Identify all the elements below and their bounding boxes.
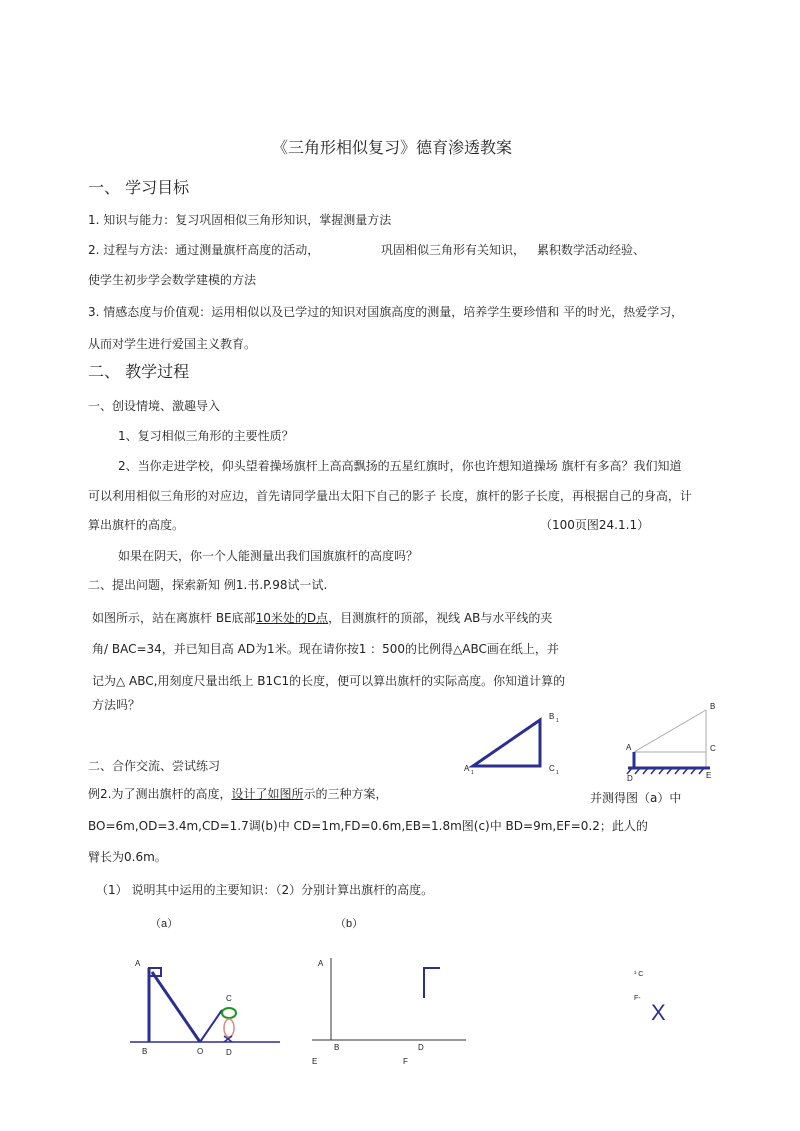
figure-triangle-a1b1c1 xyxy=(464,712,559,776)
goal-2b: 巩固相似三角形有关知识， xyxy=(381,243,526,257)
example1-line1-post: ，目测旗杆的顶部，视线 AB与水平线的夹 xyxy=(328,611,553,625)
example2-question: （1） 说明其中运用的主要知识：（2）分别计算出旗杆的高度。 xyxy=(96,883,434,897)
goal-2d: 使学生初步学会数学建模的方法 xyxy=(88,273,257,287)
example1-line3: 记为△ ABC,用刻度尺量出纸上 B1C1的长度，便可以算出旗杆的实际高度。你知道计算的 xyxy=(92,674,566,688)
figure-c-label-c: ¹ C xyxy=(634,971,644,978)
label-a1-sub: 1 xyxy=(471,770,474,776)
question-3: 如果在阴天，你一个人能测量出我们国旗旗杆的高度吗？ xyxy=(118,549,419,563)
figure-b-label-d: D xyxy=(418,1043,424,1052)
figure-b-label-b: B xyxy=(334,1043,340,1052)
example2-line3: 臂长为0.6m。 xyxy=(88,850,167,864)
example1-line2: 角/ BAC=34，并已知目高 AD为1米。现在请你按1 ：500的比例得△ABC画在纸上，并 xyxy=(92,642,559,656)
figure-a xyxy=(130,917,280,1057)
figure-a-label-d: D xyxy=(226,1048,232,1057)
label-c: C xyxy=(710,744,716,753)
goal-2c: 累积数学活动经验、 xyxy=(537,243,646,257)
figure-a-label-a: A xyxy=(135,959,141,968)
figure-a-label-b: B xyxy=(142,1047,148,1056)
example2-line1-right: 并测得图（a）中 xyxy=(590,791,682,805)
goal-3b: 从而对学生进行爱国主义教育。 xyxy=(88,337,257,351)
figure-b-ruler xyxy=(424,968,440,998)
question-1: 1、复习相似三角形的主要性质？ xyxy=(118,429,294,443)
figure-b xyxy=(312,917,466,1066)
triangle-a1b1c1 xyxy=(473,720,540,766)
figure-a-label-o: O xyxy=(197,1047,204,1056)
label-b1: B xyxy=(549,712,555,721)
figure-c-label-x: X xyxy=(651,1000,666,1025)
part1-heading: 一、创设情境、激趣导入 xyxy=(88,399,221,413)
figure-a-body xyxy=(224,1019,234,1037)
section-heading-process: 二、 教学过程 xyxy=(88,362,190,381)
part3-heading: 二、合作交流、尝试练习 xyxy=(88,759,221,773)
figure-b-label-f: F xyxy=(403,1057,408,1066)
goal-3a: 3. 情感态度与价值观：运用相似以及已学过的知识对国旗高度的测量，培养学生要珍惜和 平的时光，热爱学习， xyxy=(88,305,684,319)
figure-reference: （100页图24.1.1） xyxy=(540,518,650,532)
example1-line1-underlined: 10米处的D点 xyxy=(255,611,329,625)
goal-1: 1. 知识与能力：复习巩固相似三角形知识，掌握测量方法 xyxy=(88,213,392,227)
figure-b-caption: （b） xyxy=(335,918,364,930)
document-title: 《三角形相似复习》德育渗透教案 xyxy=(272,138,513,157)
figure-a-reflection-line xyxy=(200,1010,222,1042)
example2-line1-post: 示的三种方案， xyxy=(303,787,388,801)
question-2a: 2、当你走进学校，仰头望着操场旗杆上高高飘扬的五星红旗时，你也许想知道操场 旗杆有多高？我们知道 xyxy=(118,459,682,473)
question-2c: 算出旗杆的高度。 xyxy=(88,518,185,532)
example2-line1-underlined: 设计了如图所 xyxy=(231,787,304,801)
figure-c xyxy=(634,971,666,1025)
goal-2a: 2. 过程与方法：通过测量旗杆高度的活动， xyxy=(88,243,320,257)
label-b: B xyxy=(710,702,716,711)
label-c1-sub: 1 xyxy=(556,770,559,776)
label-e: E xyxy=(706,771,712,780)
example1-line4: 方法吗？ xyxy=(92,698,141,712)
figure-flagpole-observer xyxy=(626,702,716,783)
figure-b-label-e: E xyxy=(312,1057,318,1066)
label-d: D xyxy=(627,774,633,783)
question-2b: 可以利用相似三角形的对应边，首先请同学量出太阳下自己的影子 长度，旗杆的影子长度，再根据自己的身高，计 xyxy=(88,489,692,503)
example2-line2: BO=6m,OD=3.4m,CD=1.7调(b)中 CD=1m,FD=0.6m,EB=1.8m图(c)中 BD=9m,EF=0.2；此人的 xyxy=(88,819,648,833)
figure-a-caption: （a） xyxy=(150,918,179,930)
figure-a-label-c: C xyxy=(226,994,232,1003)
section-heading-goals: 一、 学习目标 xyxy=(88,178,190,197)
part2-heading: 二、提出问题，探索新知 例1.书.P.98试一试. xyxy=(88,578,328,592)
label-b1-sub: 1 xyxy=(556,718,559,724)
figure-a-head xyxy=(222,1008,236,1018)
sight-line xyxy=(634,710,706,752)
example2-line1-pre: 例2.为了测出旗杆的高度， xyxy=(88,787,232,801)
example1-line1-pre: 如图所示，站在离旗杆 BE底部 xyxy=(92,611,256,625)
label-a: A xyxy=(626,743,632,752)
figure-b-label-a: A xyxy=(318,959,324,968)
figure-c-label-f: F- xyxy=(634,995,641,1002)
label-c1: C xyxy=(549,764,555,773)
label-a1: A xyxy=(464,764,470,773)
figure-a-sight-line xyxy=(152,972,200,1042)
